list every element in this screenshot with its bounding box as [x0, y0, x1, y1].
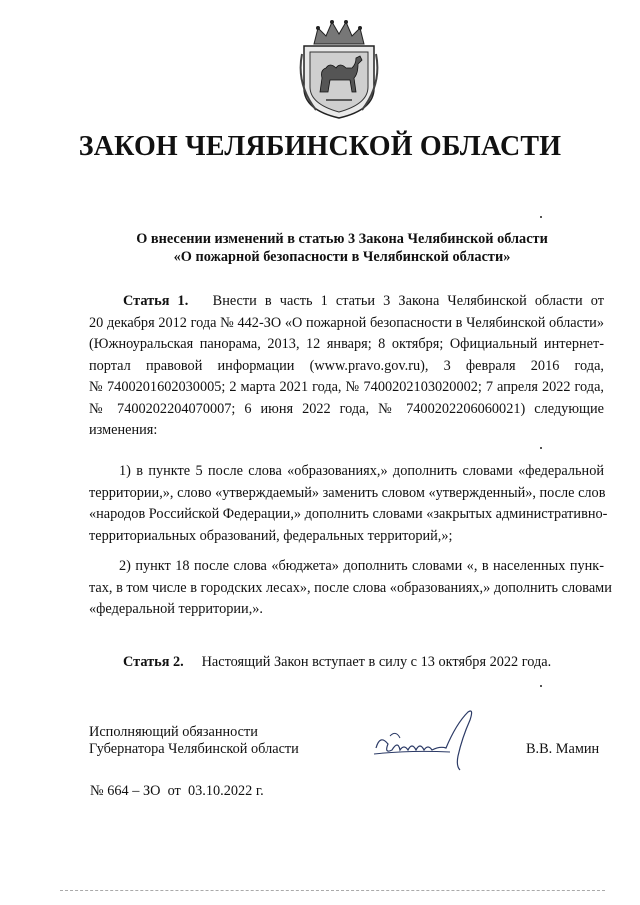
scan-speck: [540, 685, 542, 687]
article-2-line: [89, 652, 604, 674]
scan-speck: [540, 216, 542, 218]
page-bottom-rule: [60, 890, 605, 891]
article-2-label: Статья 2.: [123, 654, 184, 670]
signer-position-line-2: Губернатора Челябинской области: [89, 741, 299, 757]
signer-position: [89, 724, 299, 758]
subtitle-line-2: «О пожарной безопасности в Челябинской области»: [173, 249, 511, 265]
article-2-paragraph: [89, 652, 604, 674]
article-1-text-line: Внести в часть 1 статьи 3 Закона Челябинской области от: [212, 293, 604, 309]
article-1-text-line: портал правовой информации (www.pravo.gov.ru), 3 февраля 2016 года,: [89, 357, 604, 374]
article-1-label: Статья 1.: [123, 293, 189, 309]
article-2-text: Настоящий Закон вступает в силу с 13 октября 2022 года.: [201, 654, 552, 670]
item-1-line: «народов Российской Федерации,» дополнить словами «закрытых административно-: [89, 506, 608, 522]
article-1-first-line: [89, 291, 604, 313]
law-number: № 664 – ЗО от 03.10.2022 г.: [90, 783, 264, 799]
document-title: ЗАКОН ЧЕЛЯБИНСКОЙ ОБЛАСТИ: [78, 131, 562, 162]
handwritten-signature-icon: [370, 704, 488, 774]
article-1-item-2: [89, 556, 612, 621]
signer-position-line-1: Исполняющий обязанности: [89, 724, 258, 740]
coat-of-arms-icon: [296, 14, 382, 120]
article-1-text-line: 20 декабря 2012 года № 442-ЗО «О пожарной безопасности в Челябинской области»: [89, 314, 604, 331]
document-subtitle: [0, 230, 640, 266]
item-1-line: территории,», слово «утверждаемый» заменить словом «утвержденный», после слов: [89, 484, 606, 501]
signer-name: В.В. Мамин: [526, 741, 600, 757]
article-1-paragraph: [89, 291, 604, 442]
item-2-line: тах, в том числе в городских лесах», после слова «образованиях,» дополнить словами: [89, 579, 612, 596]
article-1-text-line: (Южноуральская панорама, 2013, 12 января; 8 октября; Официальный интернет-: [89, 336, 604, 352]
item-2-line: «федеральной территории,».: [89, 601, 263, 617]
article-1-text-line: № 7400201602030005; 2 марта 2021 года, № 7400202103020002; 7 апреля 2022 года,: [89, 379, 604, 395]
article-1-item-1: [89, 461, 608, 547]
item-1-line: территориальных образований, федеральных территорий,»;: [89, 527, 453, 544]
item-2-line: 2) пункт 18 после слова «бюджета» дополнить словами «, в населенных пунк-: [119, 558, 604, 574]
scan-speck: [540, 447, 542, 449]
subtitle-line-1: О внесении изменений в статью 3 Закона Челябинской области: [136, 231, 548, 247]
article-1-text-line: изменения:: [89, 422, 158, 438]
item-1-line: 1) в пункте 5 после слова «образованиях,» дополнить словами «федеральной: [119, 463, 604, 479]
article-1-text-line: № 7400202204070007; 6 июня 2022 года, № 7400202206060021) следующие: [89, 400, 604, 417]
